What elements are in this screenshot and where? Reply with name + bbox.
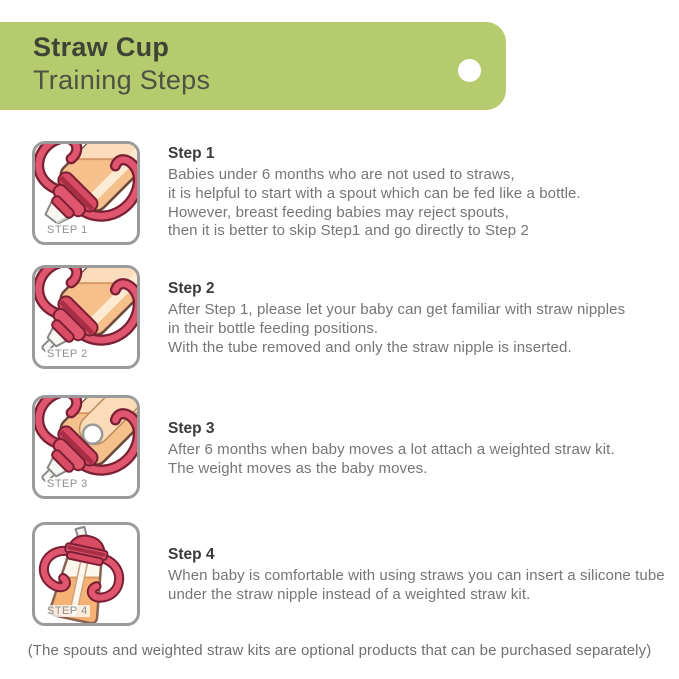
step-title: Step 2 [168, 280, 215, 297]
step-title: Step 4 [168, 546, 215, 563]
step-1-text-block [168, 144, 674, 241]
step-3-illustration-box [32, 395, 140, 499]
step-description-line: it is helpful to start with a spout which can be fed like a bottle. [168, 184, 581, 202]
step-2-illustration-box [32, 265, 140, 369]
step-badge: STEP 4 [47, 605, 88, 617]
white-dot-decoration [458, 59, 481, 82]
step-description-line: under the straw nipple instead of a weighted straw kit. [168, 585, 531, 603]
step-description-line: With the tube removed and only the straw nipple is inserted. [168, 338, 572, 356]
step-description-line: then it is better to skip Step1 and go directly to Step 2 [168, 222, 529, 240]
page-subtitle: Training Steps [33, 65, 211, 95]
step-description-line: After 6 months when baby moves a lot attach a weighted straw kit. [168, 441, 615, 458]
step-4-text-block [168, 545, 674, 605]
step-1-illustration-box [32, 141, 140, 245]
page-title: Straw Cup [33, 32, 170, 62]
step-3-text-block [168, 419, 674, 479]
step-badge: STEP 2 [47, 348, 88, 360]
step-description-line: When baby is comfortable with using straws you can insert a silicone tube [168, 567, 665, 584]
header-banner [0, 22, 506, 110]
step-badge: STEP 3 [47, 478, 88, 490]
step-description-line: in their bottle feeding positions. [168, 319, 379, 337]
step-2-text-block [168, 279, 674, 357]
step-description-line: After Step 1, please let your baby can get familiar with straw nipples [168, 301, 626, 318]
step-description-line: The weight moves as the baby moves. [168, 459, 428, 477]
step-title: Step 3 [168, 420, 215, 437]
step-4-illustration-box [32, 522, 140, 626]
footer-note: (The spouts and weighted straw kits are optional products that can be purchased separately) [27, 642, 652, 659]
step-description-line: Babies under 6 months who are not used to straws, [168, 166, 515, 183]
step-title: Step 1 [168, 145, 215, 162]
step-badge: STEP 1 [47, 224, 88, 236]
step-description-line: However, breast feeding babies may reject spouts, [168, 203, 509, 221]
